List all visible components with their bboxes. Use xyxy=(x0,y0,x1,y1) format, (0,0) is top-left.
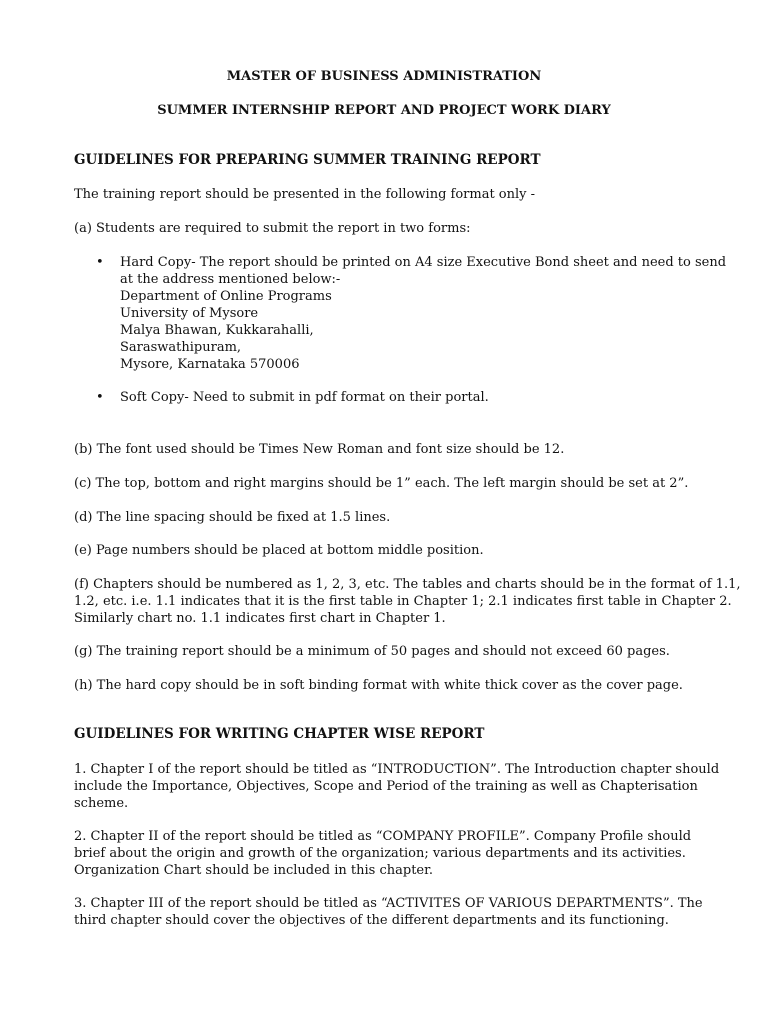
point-f-line2: 1.2, etc. i.e. 1.1 indicates that it is the first table in Chapter 1; 2.1 indicates first table in Chapter 2. xyxy=(74,594,732,609)
address-line: Mysore, Karnataka 570006 xyxy=(120,357,300,372)
chapter3-line2: third chapter should cover the objectives of the different departments and its functioning. xyxy=(74,913,669,928)
chapter1-line1: 1. Chapter I of the report should be titled as “INTRODUCTION”. The Introduction chapter should xyxy=(74,762,720,777)
chapter2-line2: brief about the origin and growth of the organization; various departments and its activities. xyxy=(74,846,686,861)
point-d: (d) The line spacing should be fixed at 1.5 lines. xyxy=(74,510,391,525)
address-line: University of Mysore xyxy=(120,306,259,321)
bullet-icon: • xyxy=(96,255,104,270)
address-line: Saraswathipuram, xyxy=(120,340,242,355)
mailing-address xyxy=(120,288,700,373)
point-c: (c) The top, bottom and right margins should be 1” each. The left margin should be set at 2”. xyxy=(74,476,689,491)
address-line: Department of Online Programs xyxy=(120,289,332,304)
point-b: (b) The font used should be Times New Roman and font size should be 12. xyxy=(74,442,565,457)
bullet-soft-copy: Soft Copy- Need to submit in pdf format on their portal. xyxy=(120,390,489,405)
bullet-icon: • xyxy=(96,390,104,405)
chapter3-line1: 3. Chapter III of the report should be titled as “ACTIVITES OF VARIOUS DEPARTMENTS”. The xyxy=(74,896,703,911)
point-a: (a) Students are required to submit the report in two forms: xyxy=(74,221,471,236)
point-g: (g) The training report should be a minimum of 50 pages and should not exceed 60 pages. xyxy=(74,644,670,659)
document-title: MASTER OF BUSINESS ADMINISTRATION xyxy=(226,69,542,84)
chapter1-line2: include the Importance, Objectives, Scope and Period of the training as well as Chapterisation xyxy=(74,779,698,794)
bullet-hard-copy-line2: at the address mentioned below:- xyxy=(120,272,341,287)
point-e: (e) Page numbers should be placed at bottom middle position. xyxy=(74,543,484,558)
point-h: (h) The hard copy should be in soft binding format with white thick cover as the cover page. xyxy=(74,678,683,693)
intro-paragraph: The training report should be presented in the following format only - xyxy=(74,187,536,202)
point-f-line1: (f) Chapters should be numbered as 1, 2, 3, etc. The tables and charts should be in the format of 1.1, xyxy=(74,577,741,592)
document-subtitle: SUMMER INTERNSHIP REPORT AND PROJECT WORK DIARY xyxy=(157,103,611,118)
address-line: Malya Bhawan, Kukkarahalli, xyxy=(120,323,314,338)
section-heading-chapter-wise: GUIDELINES FOR WRITING CHAPTER WISE REPORT xyxy=(74,726,485,742)
chapter2-line1: 2. Chapter II of the report should be titled as “COMPANY PROFILE”. Company Profile should xyxy=(74,829,692,844)
point-f-line3: Similarly chart no. 1.1 indicates first chart in Chapter 1. xyxy=(74,611,446,626)
chapter2-line3: Organization Chart should be included in this chapter. xyxy=(74,863,434,878)
bullet-hard-copy-line1: Hard Copy- The report should be printed on A4 size Executive Bond sheet and need to send xyxy=(120,255,727,270)
section-heading-training-report: GUIDELINES FOR PREPARING SUMMER TRAINING REPORT xyxy=(74,152,541,168)
chapter1-line3: scheme. xyxy=(74,796,129,811)
